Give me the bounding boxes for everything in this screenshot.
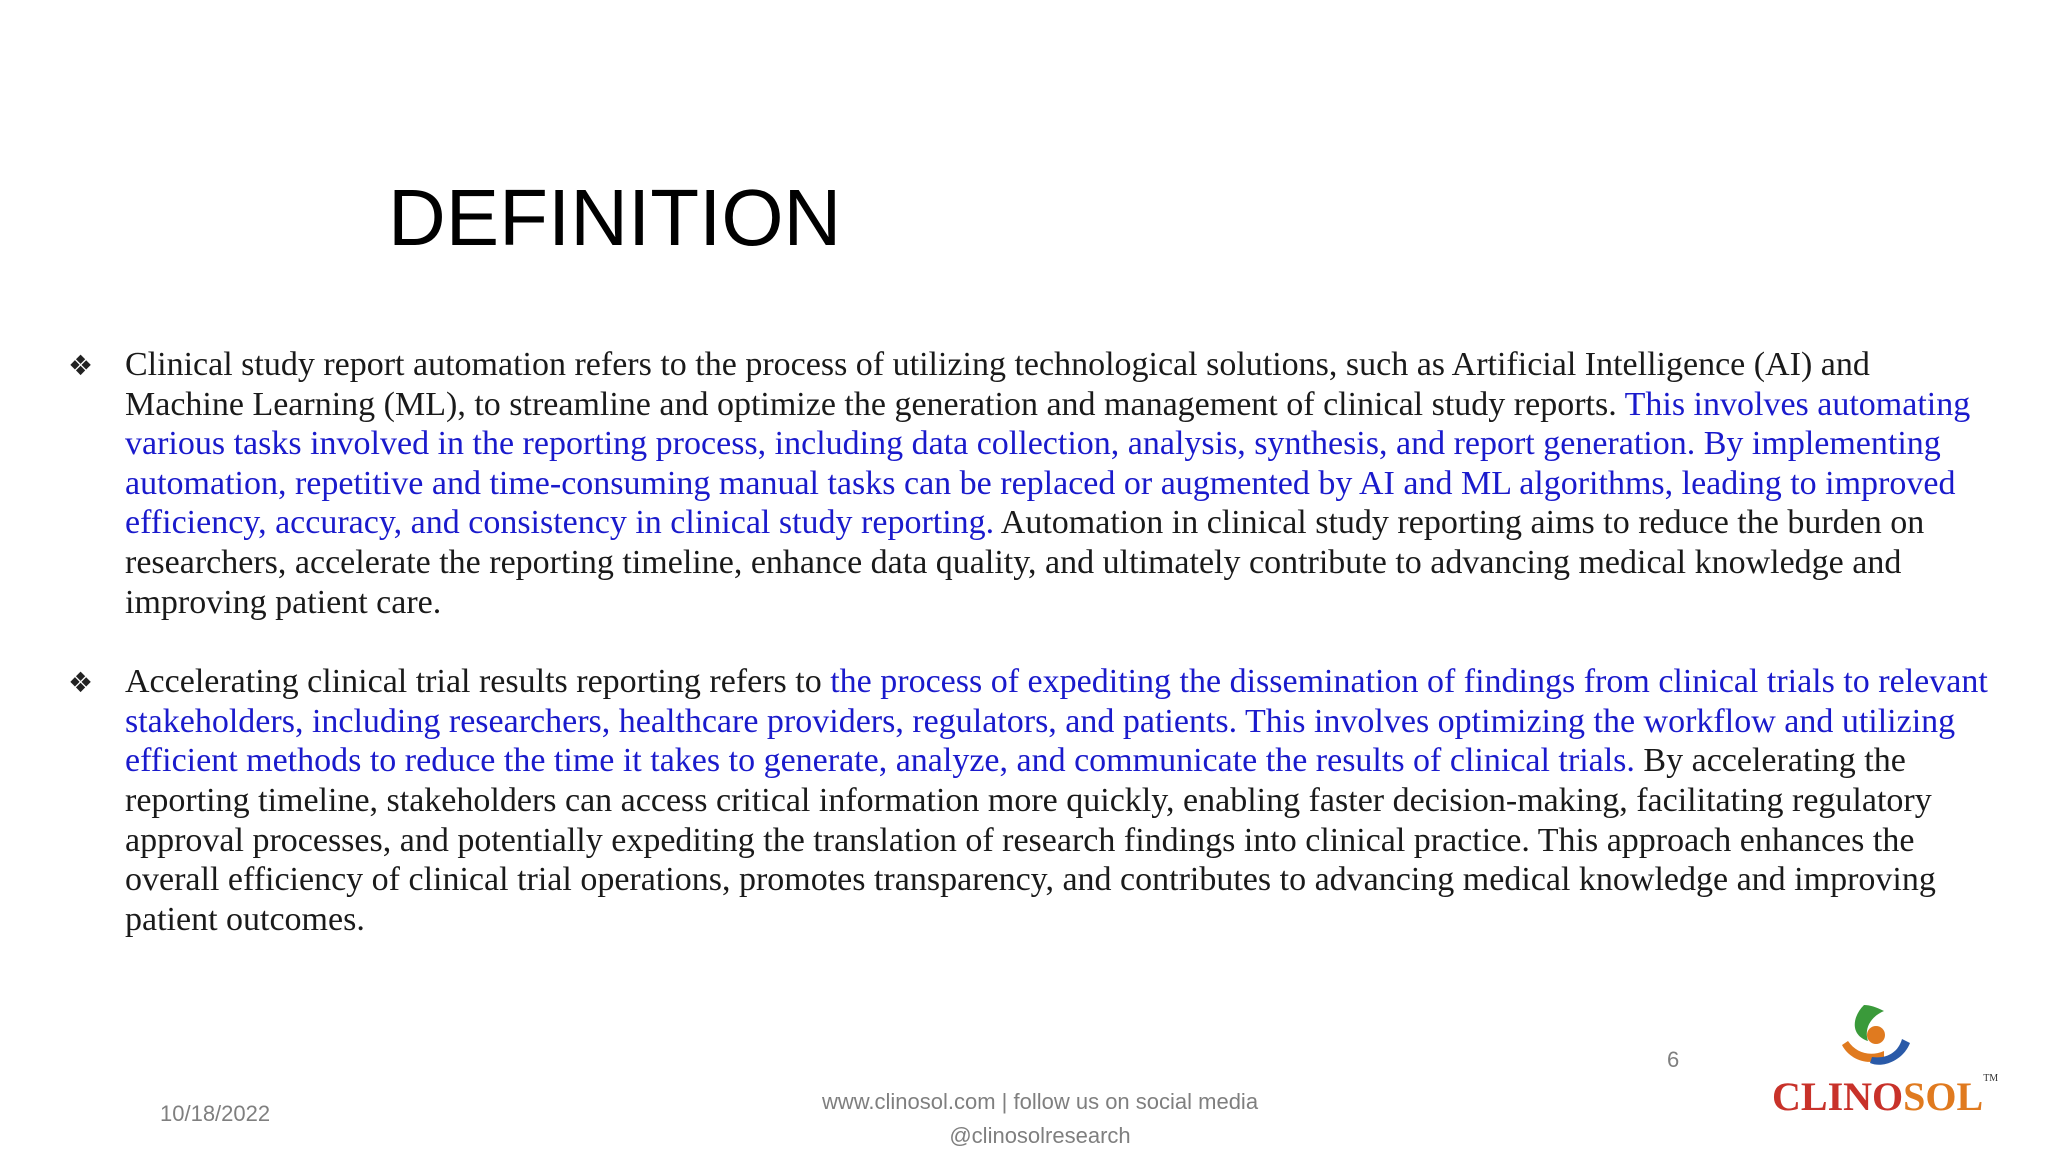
slide-title: DEFINITION [388, 173, 842, 262]
bullet-paragraph-1 [125, 345, 1988, 622]
text-segment: By accelerating the reporting timeline, stakeholders can access critical information more quickly, enabling faster decision-making, facilitating regulatory approval processes, and potentially expediting the translation of research findings into clinical practice. This approach enhances the overall efficiency of clinical trial operations, promotes transparency, and contributes to advancing medical knowledge and improving patient outcomes. [125, 742, 1936, 938]
text-segment: Clinical study report automation refers to the process of utilizing technological solutions, such as Artificial Intelligence (AI) and Machine Learning (ML), to streamline and optimize the generation and management of clinical study reports. [125, 346, 1870, 423]
hands-leaf-icon [1772, 995, 1972, 1075]
logo-word-clino: CLINO [1772, 1074, 1904, 1119]
footer-website: www.clinosol.com | follow us on social media [821, 1089, 1259, 1114]
clinosol-logo [1772, 995, 1999, 1120]
highlighted-text-segment: This involves automating various tasks involved in the reporting process, including data collection, analysis, synthesis, and report generation. By implementing automation, repetitive and time-consuming manual tasks can be replaced or augmented by AI and ML algorithms, leading to improved efficiency, accuracy, and consistency in clinical study reporting. [125, 385, 1971, 542]
diamond-bullet-icon: ❖ [68, 666, 94, 700]
footer-contact [740, 1085, 1340, 1153]
highlighted-text-segment: the process of expediting the dissemination of findings from clinical trials to relevant stakeholders, including researchers, healthcare providers, regulators, and patients. This involves optimizing the workflow and utilizing efficient methods to reduce the time it takes to generate, analyze, and communicate the results of clinical trials. [125, 663, 1988, 780]
bullet-paragraph-2 [125, 662, 1988, 939]
footer-social-handle: @clinosolresearch [949, 1123, 1131, 1148]
trademark-mark: TM [1983, 1073, 1999, 1084]
head-shape [1867, 1026, 1885, 1044]
page-number: 6 [1667, 1047, 1680, 1072]
bullet-item-2 [68, 662, 1988, 939]
bullet-item-1 [68, 345, 1988, 622]
footer-date: 10/18/2022 [160, 1101, 271, 1126]
diamond-bullet-icon: ❖ [68, 349, 94, 382]
text-segment: Accelerating clinical trial results reporting refers to [125, 663, 831, 701]
text-segment: Automation in clinical study reporting aims to reduce the burden on researchers, accelerate the reporting timeline, enhance data quality, and ultimately contribute to advancing medical knowledge and improving patient care. [125, 504, 1925, 621]
bullet-list [68, 345, 1988, 979]
logo-wordmark [1772, 1073, 1999, 1120]
logo-word-sol: SOL [1903, 1074, 1984, 1119]
